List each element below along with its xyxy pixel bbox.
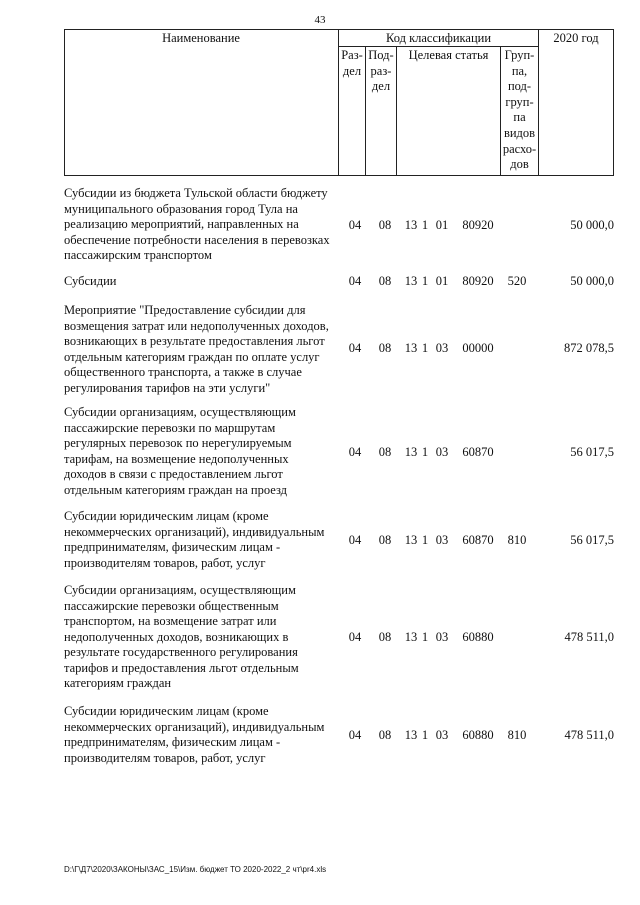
table-header bbox=[64, 29, 614, 176]
header-classification: Код классификации bbox=[385, 31, 492, 45]
cell-subprogram: 1 bbox=[421, 218, 429, 232]
cell-subsection: 08 bbox=[378, 728, 392, 742]
row-name: Субсидии bbox=[64, 274, 117, 288]
cell-program: 13 bbox=[404, 630, 418, 644]
header-subsection: Под- раз- дел bbox=[368, 48, 394, 93]
row-name: Субсидии организациям, осуществляющим пассажирские перевозки по маршрутам регулярных перевозок по нерегулируемым тарифам, на возмещение недополученных доходов в связи с предоставлением льгот отдельным категориям граждан на проезд bbox=[64, 405, 296, 497]
cell-subprogram: 1 bbox=[421, 728, 429, 742]
cell-subsection: 08 bbox=[378, 630, 392, 644]
cell-amount: 56 017,5 bbox=[570, 445, 614, 459]
cell-program: 13 bbox=[404, 274, 418, 288]
table-row bbox=[64, 509, 624, 573]
cell-event: 03 bbox=[435, 533, 449, 547]
row-name: Мероприятие "Предоставление субсидии для возмещения затрат или недополученных доходов, возникающих в результате предоставления льгот отдельным категориям граждан по оплате услуг общественного транспорта, а также в случае регулирования тарифов на эти услуги" bbox=[64, 303, 329, 395]
header-top-border bbox=[64, 29, 614, 30]
header-target: Целевая статья bbox=[408, 48, 489, 62]
cell-program: 13 bbox=[404, 445, 418, 459]
table-row bbox=[64, 274, 624, 292]
row-name: Субсидии юридическим лицам (кроме некоммерческих организаций), индивидуальным предпринимателям, физическим лицам - производителям товаров, работ, услуг bbox=[64, 509, 325, 570]
cell-direction: 60870 bbox=[462, 533, 494, 547]
row-name: Субсидии организациям, осуществляющим пассажирские перевозки общественным транспортом, на возмещение затрат или недополученных доходов, возникающих в результате государственного регулирования тарифов и предоставления льгот отдельным категориям граждан bbox=[64, 583, 299, 690]
cell-section: 04 bbox=[348, 728, 362, 742]
cell-section: 04 bbox=[348, 445, 362, 459]
cell-direction: 60880 bbox=[462, 630, 494, 644]
cell-event: 03 bbox=[435, 445, 449, 459]
row-name: Субсидии из бюджета Тульской области бюджету муниципального образования город Тула на реализацию мероприятий, направленных на обеспечение потребности населения в перевозках пассажирским транспортом bbox=[64, 186, 330, 262]
cell-amount: 56 017,5 bbox=[570, 533, 614, 547]
cell-direction: 60870 bbox=[462, 445, 494, 459]
cell-subsection: 08 bbox=[378, 218, 392, 232]
cell-event: 01 bbox=[435, 274, 449, 288]
header-divider bbox=[538, 29, 539, 176]
cell-program: 13 bbox=[404, 728, 418, 742]
cell-subsection: 08 bbox=[378, 445, 392, 459]
cell-subprogram: 1 bbox=[421, 445, 429, 459]
cell-expense-group: 810 bbox=[507, 728, 527, 742]
table-row bbox=[64, 303, 624, 397]
cell-subprogram: 1 bbox=[421, 274, 429, 288]
cell-subprogram: 1 bbox=[421, 533, 429, 547]
cell-event: 03 bbox=[435, 341, 449, 355]
table-row bbox=[64, 704, 624, 768]
header-right-border bbox=[613, 29, 614, 176]
row-name: Субсидии юридическим лицам (кроме некоммерческих организаций), индивидуальным предпринимателям, физическим лицам - производителям товаров, работ, услуг bbox=[64, 704, 325, 765]
cell-amount: 478 511,0 bbox=[564, 728, 614, 742]
header-group: Груп- па, под- груп- па видов расхо- дов bbox=[502, 48, 537, 172]
cell-subsection: 08 bbox=[378, 533, 392, 547]
header-left-border bbox=[64, 29, 65, 176]
cell-subsection: 08 bbox=[378, 274, 392, 288]
cell-amount: 872 078,5 bbox=[564, 341, 614, 355]
cell-event: 03 bbox=[435, 728, 449, 742]
cell-program: 13 bbox=[404, 341, 418, 355]
cell-section: 04 bbox=[348, 533, 362, 547]
cell-program: 13 bbox=[404, 218, 418, 232]
page-number: 43 bbox=[314, 14, 326, 26]
cell-amount: 50 000,0 bbox=[570, 274, 614, 288]
file-path-footer: D:\Г\Д7\2020\ЗАКОНЫ\ЗАС_15\Изм. бюджет ТО 2020-2022_2 чт\pr4.xls bbox=[64, 865, 327, 874]
cell-subprogram: 1 bbox=[421, 341, 429, 355]
cell-expense-group: 810 bbox=[507, 533, 527, 547]
header-name: Наименование bbox=[162, 31, 240, 45]
cell-expense-group: 520 bbox=[507, 274, 527, 288]
header-year: 2020 год bbox=[553, 31, 599, 45]
cell-amount: 50 000,0 bbox=[570, 218, 614, 232]
cell-section: 04 bbox=[348, 274, 362, 288]
cell-subsection: 08 bbox=[378, 341, 392, 355]
cell-direction: 60880 bbox=[462, 728, 494, 742]
cell-direction: 80920 bbox=[462, 274, 494, 288]
table-row bbox=[64, 583, 624, 693]
header-bottom-border bbox=[64, 175, 614, 176]
header-section: Раз- дел bbox=[341, 48, 363, 78]
header-divider bbox=[396, 46, 397, 176]
cell-amount: 478 511,0 bbox=[564, 630, 614, 644]
cell-section: 04 bbox=[348, 341, 362, 355]
cell-event: 01 bbox=[435, 218, 449, 232]
cell-event: 03 bbox=[435, 630, 449, 644]
cell-section: 04 bbox=[348, 630, 362, 644]
cell-subprogram: 1 bbox=[421, 630, 429, 644]
table-row bbox=[64, 405, 624, 499]
cell-direction: 00000 bbox=[462, 341, 494, 355]
table-row bbox=[64, 186, 624, 266]
cell-direction: 80920 bbox=[462, 218, 494, 232]
cell-program: 13 bbox=[404, 533, 418, 547]
cell-section: 04 bbox=[348, 218, 362, 232]
